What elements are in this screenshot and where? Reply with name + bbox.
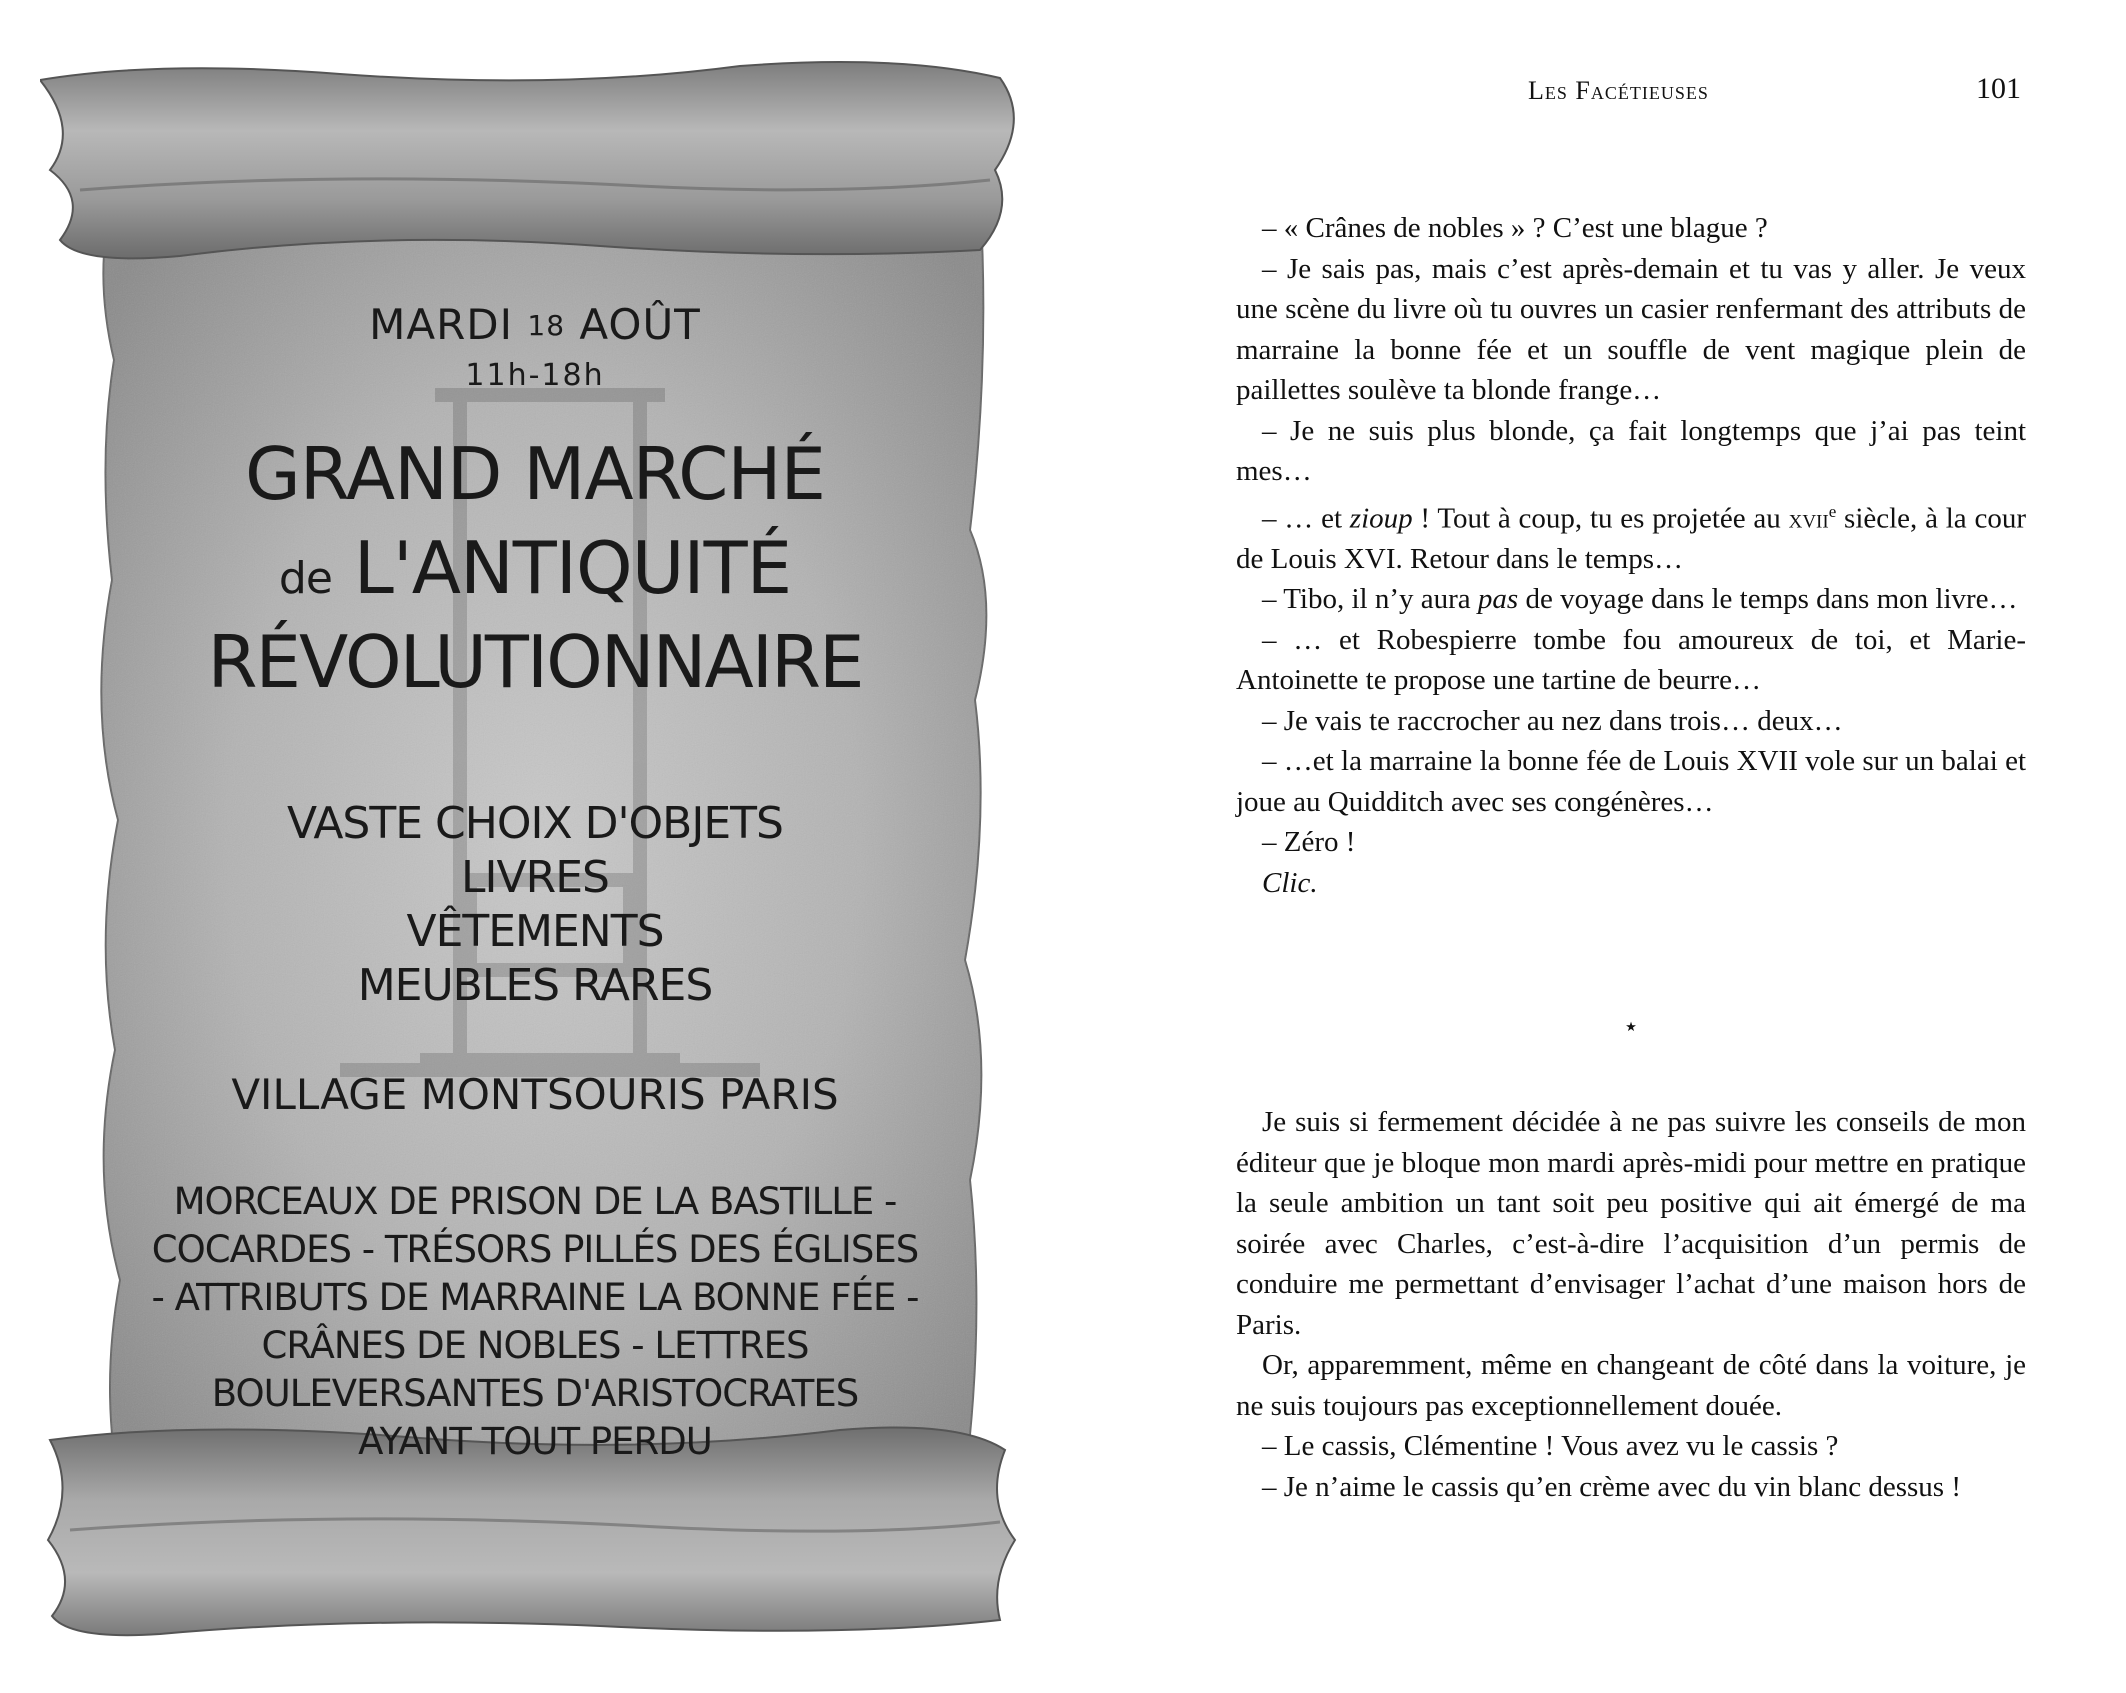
narrative-section [1236,1102,2026,1507]
paragraph-text: de voyage dans le temps dans mon livre… [1518,583,2018,616]
paragraph: – Le cassis, Clémentine ! Vous avez vu le cassis ? [1262,1430,1839,1462]
paragraph: – Je n’aime le cassis qu’en crème avec du vin blanc dessus ! [1262,1470,1961,1503]
poster-description-line: AYANT TOUT PERDU [358,1420,712,1463]
poster-title-de: de [278,553,332,604]
century-superscript: e [1828,501,1837,521]
poster-date-month: AOÛT [579,300,701,349]
poster-description-line: MORCEAUX DE PRISON DE LA BASTILLE - [173,1180,897,1223]
paragraph-text: siècle, à la cour de Louis XVI. Retour dans le temps… [1236,502,2026,575]
poster-description-line: CRÂNES DE NOBLES - LETTRES [261,1324,809,1367]
paragraph-italic: zioup [1349,502,1413,535]
paragraph-italic: pas [1477,583,1519,616]
poster-hours: 11h-18h [465,358,605,393]
poster-item: MEUBLES RARES [357,960,713,1011]
paragraph: – Je vais te raccrocher au nez dans trois… deux… [1262,704,1843,737]
poster-description-line: - ATTRIBUTS DE MARRAINE LA BONNE FÉE - [151,1276,919,1319]
poster-description-line: COCARDES - TRÉSORS PILLÉS DES ÉGLISES [151,1228,919,1271]
paragraph-text: – … et [1262,502,1350,535]
paragraph [1236,492,2026,580]
paragraph: – Je sais pas, mais c’est après-demain et tu vas y aller. Je veux une scène du livre où tu ouvres un casier renfermant des attributs de marraine la bonne fée et un souffle de vent magique plein de paillettes soulève ta blonde frange… [1236,252,2026,406]
poster-text [40,60,1030,1640]
poster-description-line: BOULEVERSANTES D'ARISTOCRATES [211,1372,859,1415]
poster-title-line-1: GRAND MARCHÉ [244,432,826,516]
paragraph: Je suis si fermement décidée à ne pas suivre les conseils de mon éditeur que je bloque mon mardi après-midi pour mettre en pratique la seule ambition un tant soit peu positive qui ait émergé de ma soirée avec Charles, c’est-à-dire l’acquisition d’un permis de conduire me permettant d’envisager l’achat d’une maison hors de Paris. [1236,1106,2026,1341]
poster-date [40,300,1030,349]
poster-location: VILLAGE MONTSOURIS PARIS [231,1070,839,1119]
paragraph-clic: Clic. [1262,866,1318,899]
paragraph [1236,579,2026,620]
paragraph: – « Crânes de nobles » ? C’est une blague ? [1262,212,1768,244]
paragraph: – Zéro ! [1262,826,1356,859]
poster-item: LIVRES [461,852,609,903]
poster-title-line-2 [40,526,1030,610]
paragraph-text: – Tibo, il n’y aura [1262,583,1478,616]
paragraph: Or, apparemment, même en changeant de côté dans la voiture, je ne suis toujours pas exceptionnellement douée. [1236,1349,2026,1422]
running-header: Les Facétieuses [1528,76,1709,105]
section-separator-star: ⋆ [1622,1012,1640,1041]
poster-title-line-3: RÉVOLUTIONNAIRE [207,620,863,704]
poster-item: VASTE CHOIX D'OBJETS [287,798,783,849]
paragraph: – Je ne suis plus blonde, ça fait longtemps que j’ai pas teint mes… [1236,414,2026,487]
poster-item: VÊTEMENTS [406,906,664,957]
poster-date-weekday: MARDI [369,300,514,349]
century-numeral: xvii [1788,503,1829,534]
poster-scroll [40,60,1030,1640]
paragraph: – … et Robespierre tombe fou amoureux de toi, et Marie-Antoinette te propose une tartine de beurre… [1236,623,2026,697]
poster-date-day: 18 [527,309,566,342]
paragraph-text: ! Tout à coup, tu es projetée au [1412,502,1789,535]
dialogue-section [1236,208,2026,903]
page-number: 101 [1976,72,2021,105]
paragraph: – …et la marraine la bonne fée de Louis XVII vole sur un balai et joue au Quidditch avec ses congénères… [1236,745,2026,818]
poster-title-antiquite: L'ANTIQUITÉ [353,526,792,610]
